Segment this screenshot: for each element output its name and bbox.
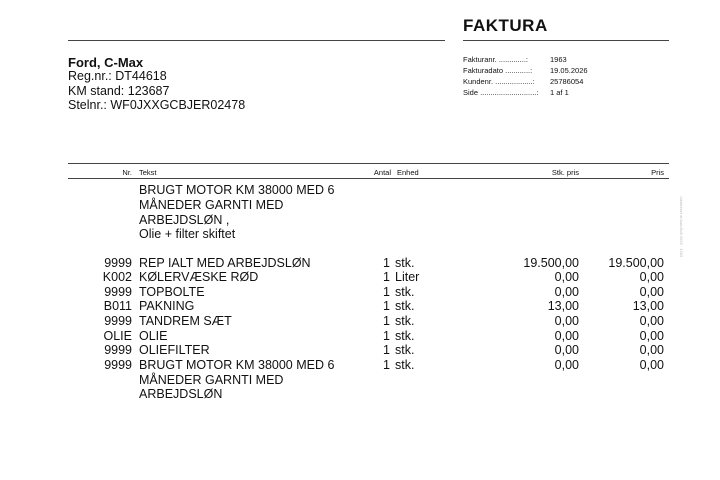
vehicle-reg-number: Reg.nr.: DT44618: [68, 69, 167, 83]
item-unit: stk.: [395, 299, 415, 313]
table-row: [0, 256, 720, 271]
item-unit: Liter: [395, 270, 420, 284]
column-header-total: Pris: [651, 168, 664, 177]
item-unit-price: 0,00: [554, 314, 579, 328]
table-row: [0, 314, 720, 329]
item-text: PAKNING: [139, 299, 195, 313]
item-unit: stk.: [395, 343, 415, 357]
item-quantity: 1: [383, 358, 390, 372]
item-unit: stk.: [395, 329, 415, 343]
invoice-number-value: 1963: [550, 55, 567, 64]
item-text: OLIE: [139, 329, 168, 343]
table-rule-header: [68, 178, 669, 179]
item-text: OLIEFILTER: [139, 343, 210, 357]
table-row: [0, 358, 720, 373]
header-rule-left: [68, 40, 445, 41]
page-value: 1 af 1: [550, 88, 569, 97]
item-text: REP IALT MED ARBEJDSLØN: [139, 256, 311, 270]
item-unit: stk.: [395, 358, 415, 372]
customer-number-value: 25786054: [550, 77, 584, 86]
column-header-unit: Enhed: [397, 168, 419, 177]
item-quantity: 1: [383, 343, 390, 357]
column-header-nr: Nr.: [122, 168, 132, 177]
item-unit-price: 0,00: [554, 343, 579, 357]
invoice-date-label: Fakturadato ............:: [463, 66, 533, 75]
item-total: 0,00: [639, 270, 664, 284]
item-number: OLIE: [103, 329, 132, 343]
item-number: K002: [102, 270, 132, 284]
item-quantity: 1: [383, 299, 390, 313]
table-row: [0, 343, 720, 358]
intro-text-line: BRUGT MOTOR KM 38000 MED 6: [139, 183, 335, 197]
table-row: [0, 299, 720, 314]
table-row: [0, 329, 720, 344]
table-row: [0, 285, 720, 300]
item-number: 9999: [104, 358, 132, 372]
item-text: KØLERVÆSKE RØD: [139, 270, 259, 284]
header-rule-right: [463, 40, 669, 41]
column-header-unit-price: Stk. pris: [551, 168, 579, 177]
item-unit: stk.: [395, 314, 415, 328]
table-row: [0, 270, 720, 285]
item-text: TANDREM SÆT: [139, 314, 232, 328]
customer-number-label: Kundenr. ..................:: [463, 77, 535, 86]
item-quantity: 1: [383, 314, 390, 328]
item-number: 9999: [104, 285, 132, 299]
item-total: 0,00: [639, 358, 664, 372]
column-header-text: Tekst: [139, 168, 157, 177]
item-number: 9999: [104, 256, 132, 270]
vehicle-km: KM stand: 123687: [68, 84, 170, 98]
item-total: 0,00: [639, 285, 664, 299]
invoice-number-label: Fakturanr. .............:: [463, 55, 529, 64]
invoice-title: FAKTURA: [463, 16, 548, 35]
item-unit-price: 0,00: [554, 358, 579, 372]
item-text: TOPBOLTE: [139, 285, 205, 299]
item-number: 9999: [104, 343, 132, 357]
item-unit: stk.: [395, 256, 415, 270]
item-unit-price: 19.500,00: [523, 256, 579, 270]
intro-text-line: MÅNEDER GARNTI MED: [139, 198, 284, 212]
vehicle-vin: Stelnr.: WF0JXXGCBJER02478: [68, 98, 246, 112]
item-total: 0,00: [639, 329, 664, 343]
item-quantity: 1: [383, 285, 390, 299]
table-rule-top: [68, 163, 669, 164]
item-number: B011: [103, 299, 132, 313]
item-unit: stk.: [395, 285, 415, 299]
item-total: 13,00: [632, 299, 664, 313]
item-text: BRUGT MOTOR KM 38000 MED 6: [139, 358, 335, 372]
item-quantity: 1: [383, 329, 390, 343]
item-unit-price: 0,00: [554, 329, 579, 343]
item-unit-price: 0,00: [554, 285, 579, 299]
page-label: Side ...........................:: [463, 88, 539, 97]
intro-text-line: Olie + filter skiftet: [139, 227, 236, 241]
item-text-continuation: MÅNEDER GARNTI MED: [139, 373, 284, 387]
item-total: 0,00: [639, 343, 664, 357]
item-total: 19.500,00: [608, 256, 664, 270]
intro-text-line: ARBEJDSLØN ,: [139, 213, 230, 227]
item-unit-price: 13,00: [547, 299, 579, 313]
vehicle-make: Ford, C-Max: [68, 55, 144, 70]
invoice-date-value: 19.05.2026: [550, 66, 588, 75]
item-total: 0,00: [639, 314, 664, 328]
side-print-mark: Udskrevet af AutoSoft 2026 · 1963: [679, 196, 684, 258]
item-unit-price: 0,00: [554, 270, 579, 284]
item-number: 9999: [104, 314, 132, 328]
column-header-qty: Antal: [373, 168, 391, 177]
item-quantity: 1: [383, 256, 390, 270]
item-quantity: 1: [383, 270, 390, 284]
item-text-continuation: ARBEJDSLØN: [139, 387, 223, 401]
